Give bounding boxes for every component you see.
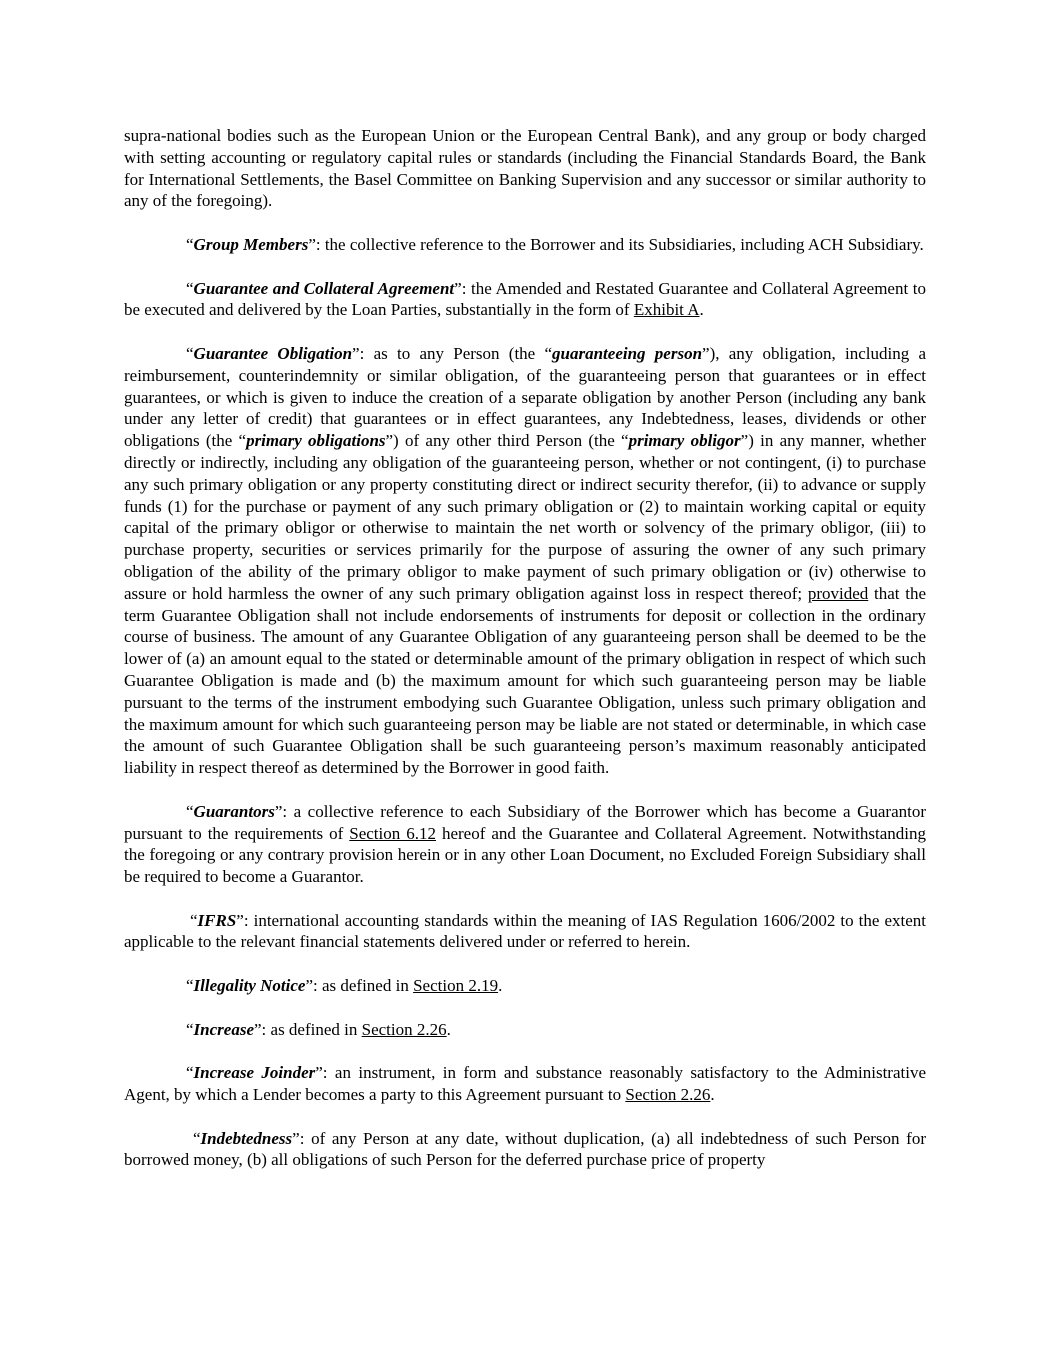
defined-term: Group Members bbox=[193, 234, 309, 254]
defined-term: Increase Joinder bbox=[193, 1063, 316, 1083]
cross-reference: Exhibit A bbox=[633, 300, 700, 320]
cross-reference: Section 6.12 bbox=[349, 823, 436, 843]
definition-guarantors: “Guarantors”: a collective reference to each Subsidiary of the Borrower which has become a Guarantor pursuant to the requirements of Section 6.12 hereof and the Guarantee and Collateral Agreement. Notwithstanding the foregoing or any contrary provision herein or in any other Loan Document, no Excluded Foreign Subsidiary shall be required to become a Guarantor. bbox=[124, 801, 926, 887]
defined-term: guaranteeing person bbox=[552, 343, 703, 363]
definition-increase-joinder: “Increase Joinder”: an instrument, in form and substance reasonably satisfactory to the Administrative Agent, by which a Lender becomes a party to this Agreement pursuant to Section 2.26. bbox=[124, 1063, 927, 1105]
definition-illegality-notice: “Illegality Notice”: as defined in Section 2.19. bbox=[186, 976, 503, 996]
definition-increase: “Increase”: as defined in Section 2.26. bbox=[186, 1019, 451, 1039]
cross-reference: Section 2.19 bbox=[413, 976, 499, 996]
underlined-term: provided bbox=[807, 583, 869, 603]
defined-term: Guarantors bbox=[193, 801, 275, 821]
defined-term: Guarantee Obligation bbox=[193, 343, 353, 363]
definition-ifrs: “IFRS”: international accounting standards within the meaning of IAS Regulation 1606/2002 to the extent applicable to the relevant financial statements delivered under or referred to herein. bbox=[124, 910, 926, 952]
defined-term: Increase bbox=[193, 1019, 254, 1039]
paragraph-continuation: supra-national bodies such as the European Union or the European Central Bank), and any group or body charged with setting accounting or regulatory capital rules or standards (including the Financial Standards Board, the Bank for International Settlements, the Basel Committee on Banking Supervision and any successor or similar authority to any of the foregoing). bbox=[124, 126, 926, 211]
document-page bbox=[124, 125, 926, 1193]
defined-term: primary obligor bbox=[628, 431, 741, 451]
defined-term: IFRS bbox=[197, 910, 237, 930]
defined-term: Guarantee and Collateral Agreement bbox=[193, 278, 455, 298]
defined-term: primary obligations bbox=[246, 431, 386, 451]
defined-term: Illegality Notice bbox=[193, 976, 306, 996]
cross-reference: Section 2.26 bbox=[361, 1019, 447, 1039]
cross-reference: Section 2.26 bbox=[625, 1085, 711, 1105]
definition-indebtedness: “Indebtedness”: of any Person at any date, without duplication, (a) all indebtedness of such Person for borrowed money, (b) all obligations of such Person for the deferred purchase price of property bbox=[124, 1128, 926, 1170]
defined-term: Indebtedness bbox=[200, 1128, 293, 1148]
definition-guarantee-and-collateral-agreement: “Guarantee and Collateral Agreement”: the Amended and Restated Guarantee and Collateral Agreement to be executed and delivered by the Loan Parties, substantially in the form of Exhibit A. bbox=[124, 278, 926, 320]
definition-group-members: “Group Members”: the collective reference to the Borrower and its Subsidiaries, including ACH Subsidiary. bbox=[186, 234, 924, 254]
definition-guarantee-obligation: “Guarantee Obligation”: as to any Person (the “guaranteeing person”), any obligation, including a reimbursement, counterindemnity or similar obligation, of the guaranteeing person that guarantees or in effect guarantees, or which is given to induce the creation of a separate obligation by another Person (including any bank under any letter of credit) that guarantees or in effect guarantees, any Indebtedness, leases, dividends or other obligations (the “primary obligations”) of any other third Person (the “primary obligor”) in any manner, whether directly or indirectly, including any obligation of the guaranteeing person, whether or not contingent, (i) to purchase any such primary obligation or any property constituting direct or indirect security therefor, (ii) to advance or supply funds (1) for the purchase or payment of any such primary obligation or (2) to maintain working capital or equity capital of the primary obligor or otherwise to maintain the net worth or solvency of the primary obligor, (iii) to purchase property, securities or services primarily for the purpose of assuring the owner of any such primary obligation of the ability of the primary obligor to make payment of such primary obligation or (iv) otherwise to assure or hold harmless the owner of any such primary obligation against loss in respect thereof; provided that the term Guarantee Obligation shall not include endorsements of instruments for deposit or collection in the ordinary course of business. The amount of any Guarantee Obligation of any guaranteeing person shall be deemed to be the lower of (a) an amount equal to the stated or determinable amount of the primary obligation in respect of which such Guarantee Obligation is made and (b) the maximum amount for which such guaranteeing person may be liable pursuant to the terms of the instrument embodying such Guarantee Obligation, unless such primary obligation and the maximum amount for which such guaranteeing person may be liable are not stated or determinable, in which case the amount of such Guarantee Obligation shall be such guaranteeing person’s maximum reasonably anticipated liability in respect thereof as determined by the Borrower in good faith. bbox=[124, 343, 927, 778]
